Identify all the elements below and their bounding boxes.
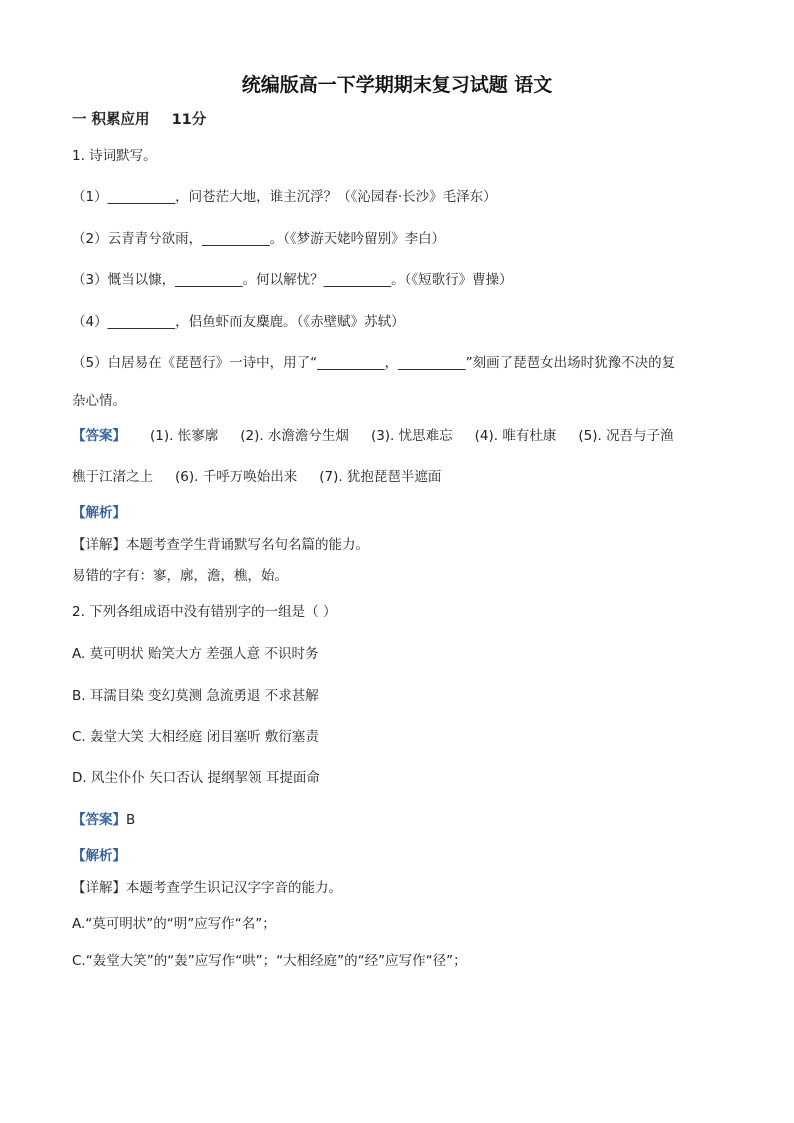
q2-option-b: B. 耳濡目染 变幻莫测 急流勇退 不求甚解 [72, 688, 319, 704]
section-heading [72, 110, 206, 130]
q1-line-6: 杂心情。 [72, 393, 126, 409]
answer-item: (1). 怅寥廓 [150, 428, 219, 444]
answer-item: (7). 犹抱琵琶半遮面 [319, 469, 442, 485]
analysis-tag: 【解析】 [72, 848, 126, 864]
q1-line-1: （1）__________，问苍茫大地，谁主沉浮？（《沁园春·长沙》毛泽东） [72, 189, 497, 205]
q2-option-a: A. 莫可明状 贻笑大方 差强人意 不识时务 [72, 646, 319, 662]
answer-item: (5). 况吾与子渔 [578, 428, 674, 444]
q1-line-5: （5）白居易在《琵琶行》一诗中，用了“__________，__________”刻画了琵琶女出场时犹豫不决的复 [72, 355, 676, 371]
q1-line-4: （4）__________，侣鱼虾而友麋鹿。（《赤壁赋》苏轼） [72, 314, 405, 330]
q2-option-d: D. 风尘仆仆 矢口否认 提纲挈领 耳提面命 [72, 770, 320, 786]
q2-option-c: C. 轰堂大笑 大相经庭 闭目塞听 敷衍塞责 [72, 729, 319, 745]
q2-answer [72, 810, 135, 830]
answer-item: (4). 唯有杜康 [474, 428, 557, 444]
section-label: 一 积累应用 [72, 112, 150, 128]
answer-item: 樵于江渚之上 [72, 469, 153, 485]
q2-explain-a: A.“莫可明状”的“明”应写作“名”； [72, 916, 276, 932]
q2-explain-c: C.“轰堂大笑”的“轰”应写作“哄”；“大相经庭”的“经”应写作“径”； [72, 953, 467, 969]
answer-item: (3). 忧思难忘 [370, 428, 453, 444]
section-score: 11分 [171, 112, 207, 128]
answer-tag: 【答案】 [72, 428, 126, 444]
answer-tag: 【答案】 [72, 812, 126, 828]
q1-line-3: （3）慨当以慷，__________。何以解忧？__________。（《短歌行》曹操） [72, 272, 513, 288]
q1-errors: 易错的字有：寥，廓，澹，樵，始。 [72, 568, 288, 584]
analysis-tag: 【解析】 [72, 505, 126, 521]
answer-item: (6). 千呼万唤始出来 [175, 469, 298, 485]
answer-item: (2). 水澹澹兮生烟 [240, 428, 349, 444]
document-title: 统编版高一下学期期末复习试题 语文 [241, 74, 553, 96]
q2-stem: 2. 下列各组成语中没有错别字的一组是（ ） [72, 604, 337, 620]
q1-answer-row-1 [72, 426, 674, 446]
q2-detail: 【详解】本题考查学生识记汉字字音的能力。 [72, 880, 342, 896]
q1-answer-row-2 [72, 467, 441, 487]
q1-stem: 1. 诗词默写。 [72, 148, 157, 164]
q1-detail: 【详解】本题考查学生背诵默写名句名篇的能力。 [72, 537, 369, 553]
answer-value: B [126, 812, 136, 828]
q1-line-2: （2）云青青兮欲雨，__________。（《梦游天姥吟留别》李白） [72, 231, 446, 247]
